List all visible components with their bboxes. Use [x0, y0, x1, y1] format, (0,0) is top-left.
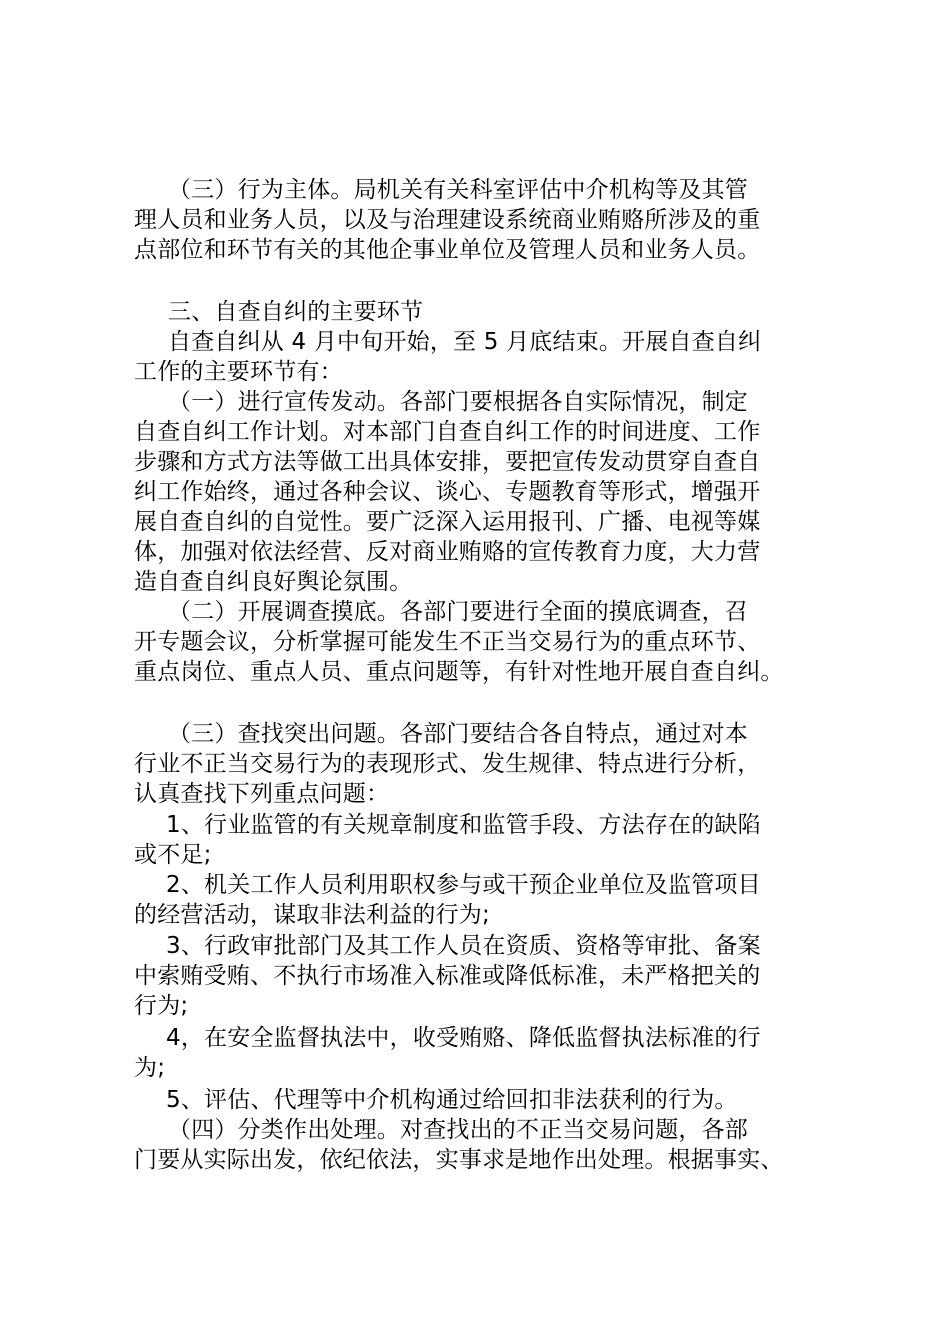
paragraph-line: （三）行为主体。局机关有关科室评估中介机构等及其管 — [168, 177, 748, 203]
paragraph-line: 点部位和环节有关的其他企事业单位及管理人员和业务人员。 — [134, 237, 761, 263]
list-item-line: 的经营活动，谋取非法利益的行为; — [134, 902, 490, 928]
paragraph-line: （四）分类作出处理。对查找出的不正当交易问题，各部 — [168, 1117, 748, 1143]
paragraph-line: 造自查自纠良好舆论氛围。 — [134, 569, 413, 595]
list-item-line: 4，在安全监督执法中，收受贿赂、降低监督执法标准的行 — [166, 1025, 761, 1051]
paragraph-line: 门要从实际出发，依纪依法，实事求是地作出处理。根据事实、 — [134, 1147, 784, 1173]
list-item-line: 为; — [134, 1055, 166, 1081]
paragraph-line: 重点岗位、重点人员、重点问题等，有针对性地开展自查自纠。 — [134, 659, 784, 685]
paragraph-line: 工作的主要环节有： — [134, 359, 343, 385]
list-item-line: 2、机关工作人员利用职权参与或干预企业单位及监管项目 — [166, 872, 761, 898]
paragraph-line: 开专题会议，分析掌握可能发生不正当交易行为的重点环节、 — [134, 629, 761, 655]
list-item-line: 行为; — [134, 993, 189, 1019]
list-item-line: 5、评估、代理等中介机构通过给回扣非法获利的行为。 — [166, 1087, 738, 1113]
paragraph-line: 展自查自纠的自觉性。要广泛深入运用报刊、广播、电视等媒 — [134, 509, 761, 535]
section-heading: 三、自查自纠的主要环节 — [168, 299, 424, 325]
paragraph-line: （三）查找突出问题。各部门要结合各自特点，通过对本 — [168, 721, 748, 747]
paragraph-line: 认真查找下列重点问题： — [134, 781, 390, 807]
paragraph-line: 自查自纠从 4 月中旬开始，至 5 月底结束。开展自查自纠 — [168, 329, 762, 355]
list-item-line: 1、行业监管的有关规章制度和监管手段、方法存在的缺陷 — [166, 812, 761, 838]
paragraph-line: 行业不正当交易行为的表现形式、发生规律、特点进行分析， — [134, 751, 761, 777]
paragraph-line: （二）开展调查摸底。各部门要进行全面的摸底调查，召 — [168, 599, 748, 625]
list-item-line: 3、行政审批部门及其工作人员在资质、资格等审批、备案 — [166, 933, 761, 959]
paragraph-line: 纠工作始终，通过各种会议、谈心、专题教育等形式，增强开 — [134, 479, 761, 505]
paragraph-line: （一）进行宣传发动。各部门要根据各自实际情况，制定 — [168, 389, 748, 415]
list-item-line: 或不足; — [134, 842, 212, 868]
paragraph-line: 步骤和方式方法等做工出具体安排，要把宣传发动贯穿自查自 — [134, 449, 761, 475]
list-item-line: 中索贿受贿、不执行市场准入标准或降低标准，未严格把关的 — [134, 963, 761, 989]
paragraph-line: 自查自纠工作计划。对本部门自查自纠工作的时间进度、工作 — [134, 419, 761, 445]
paragraph-line: 理人员和业务人员，以及与治理建设系统商业贿赂所涉及的重 — [134, 207, 761, 233]
paragraph-line: 体，加强对依法经营、反对商业贿赂的宣传教育力度，大力营 — [134, 539, 761, 565]
